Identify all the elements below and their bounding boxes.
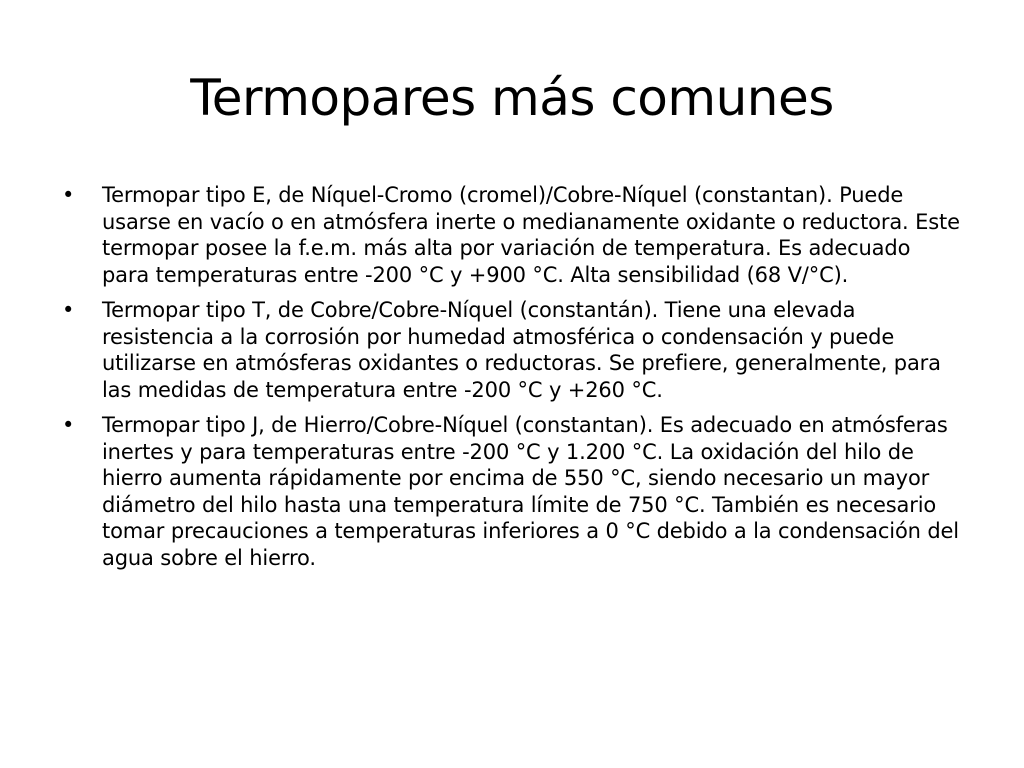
- bullet-marker: •: [62, 298, 75, 322]
- slide-title: Termopares más comunes: [190, 69, 834, 127]
- bullet-list: [62, 182, 962, 580]
- bullet-marker: •: [62, 183, 75, 207]
- bullet-text: Termopar tipo J, de Hierro/Cobre-Níquel (constantan). Es adecuado en atmósferas inertes y para temperaturas entre -200 °C y 1.200 °C. La oxidación del hilo de hierro aumenta rápidamente por encima de 550 °C, siendo necesario un mayor diámetro del hilo hasta una temperatura límite de 750 °C. También es necesario tomar precauciones a temperaturas inferiores a 0 °C debido a la condensación del agua sobre el hierro.: [102, 413, 959, 570]
- bullet-item-type-j: [62, 412, 962, 571]
- bullet-item-type-t: [62, 297, 962, 403]
- bullet-item-type-e: [62, 182, 962, 288]
- bullet-text: Termopar tipo E, de Níquel-Cromo (cromel)/Cobre-Níquel (constantan). Puede usarse en vacío o en atmósfera inerte o medianamente oxidante o reductora. Este termopar posee la f.e.m. más alta por variación de temperatura. Es adecuado para temperaturas entre -200 °C y +900 °C. Alta sensibilidad (68 V/°C).: [102, 183, 960, 287]
- bullet-marker: •: [62, 413, 75, 437]
- bullet-text: Termopar tipo T, de Cobre/Cobre-Níquel (constantán). Tiene una elevada resistencia a la corrosión por humedad atmosférica o condensación y puede utilizarse en atmósferas oxidantes o reductoras. Se prefiere, generalmente, para las medidas de temperatura entre -200 °C y +260 °C.: [102, 298, 941, 402]
